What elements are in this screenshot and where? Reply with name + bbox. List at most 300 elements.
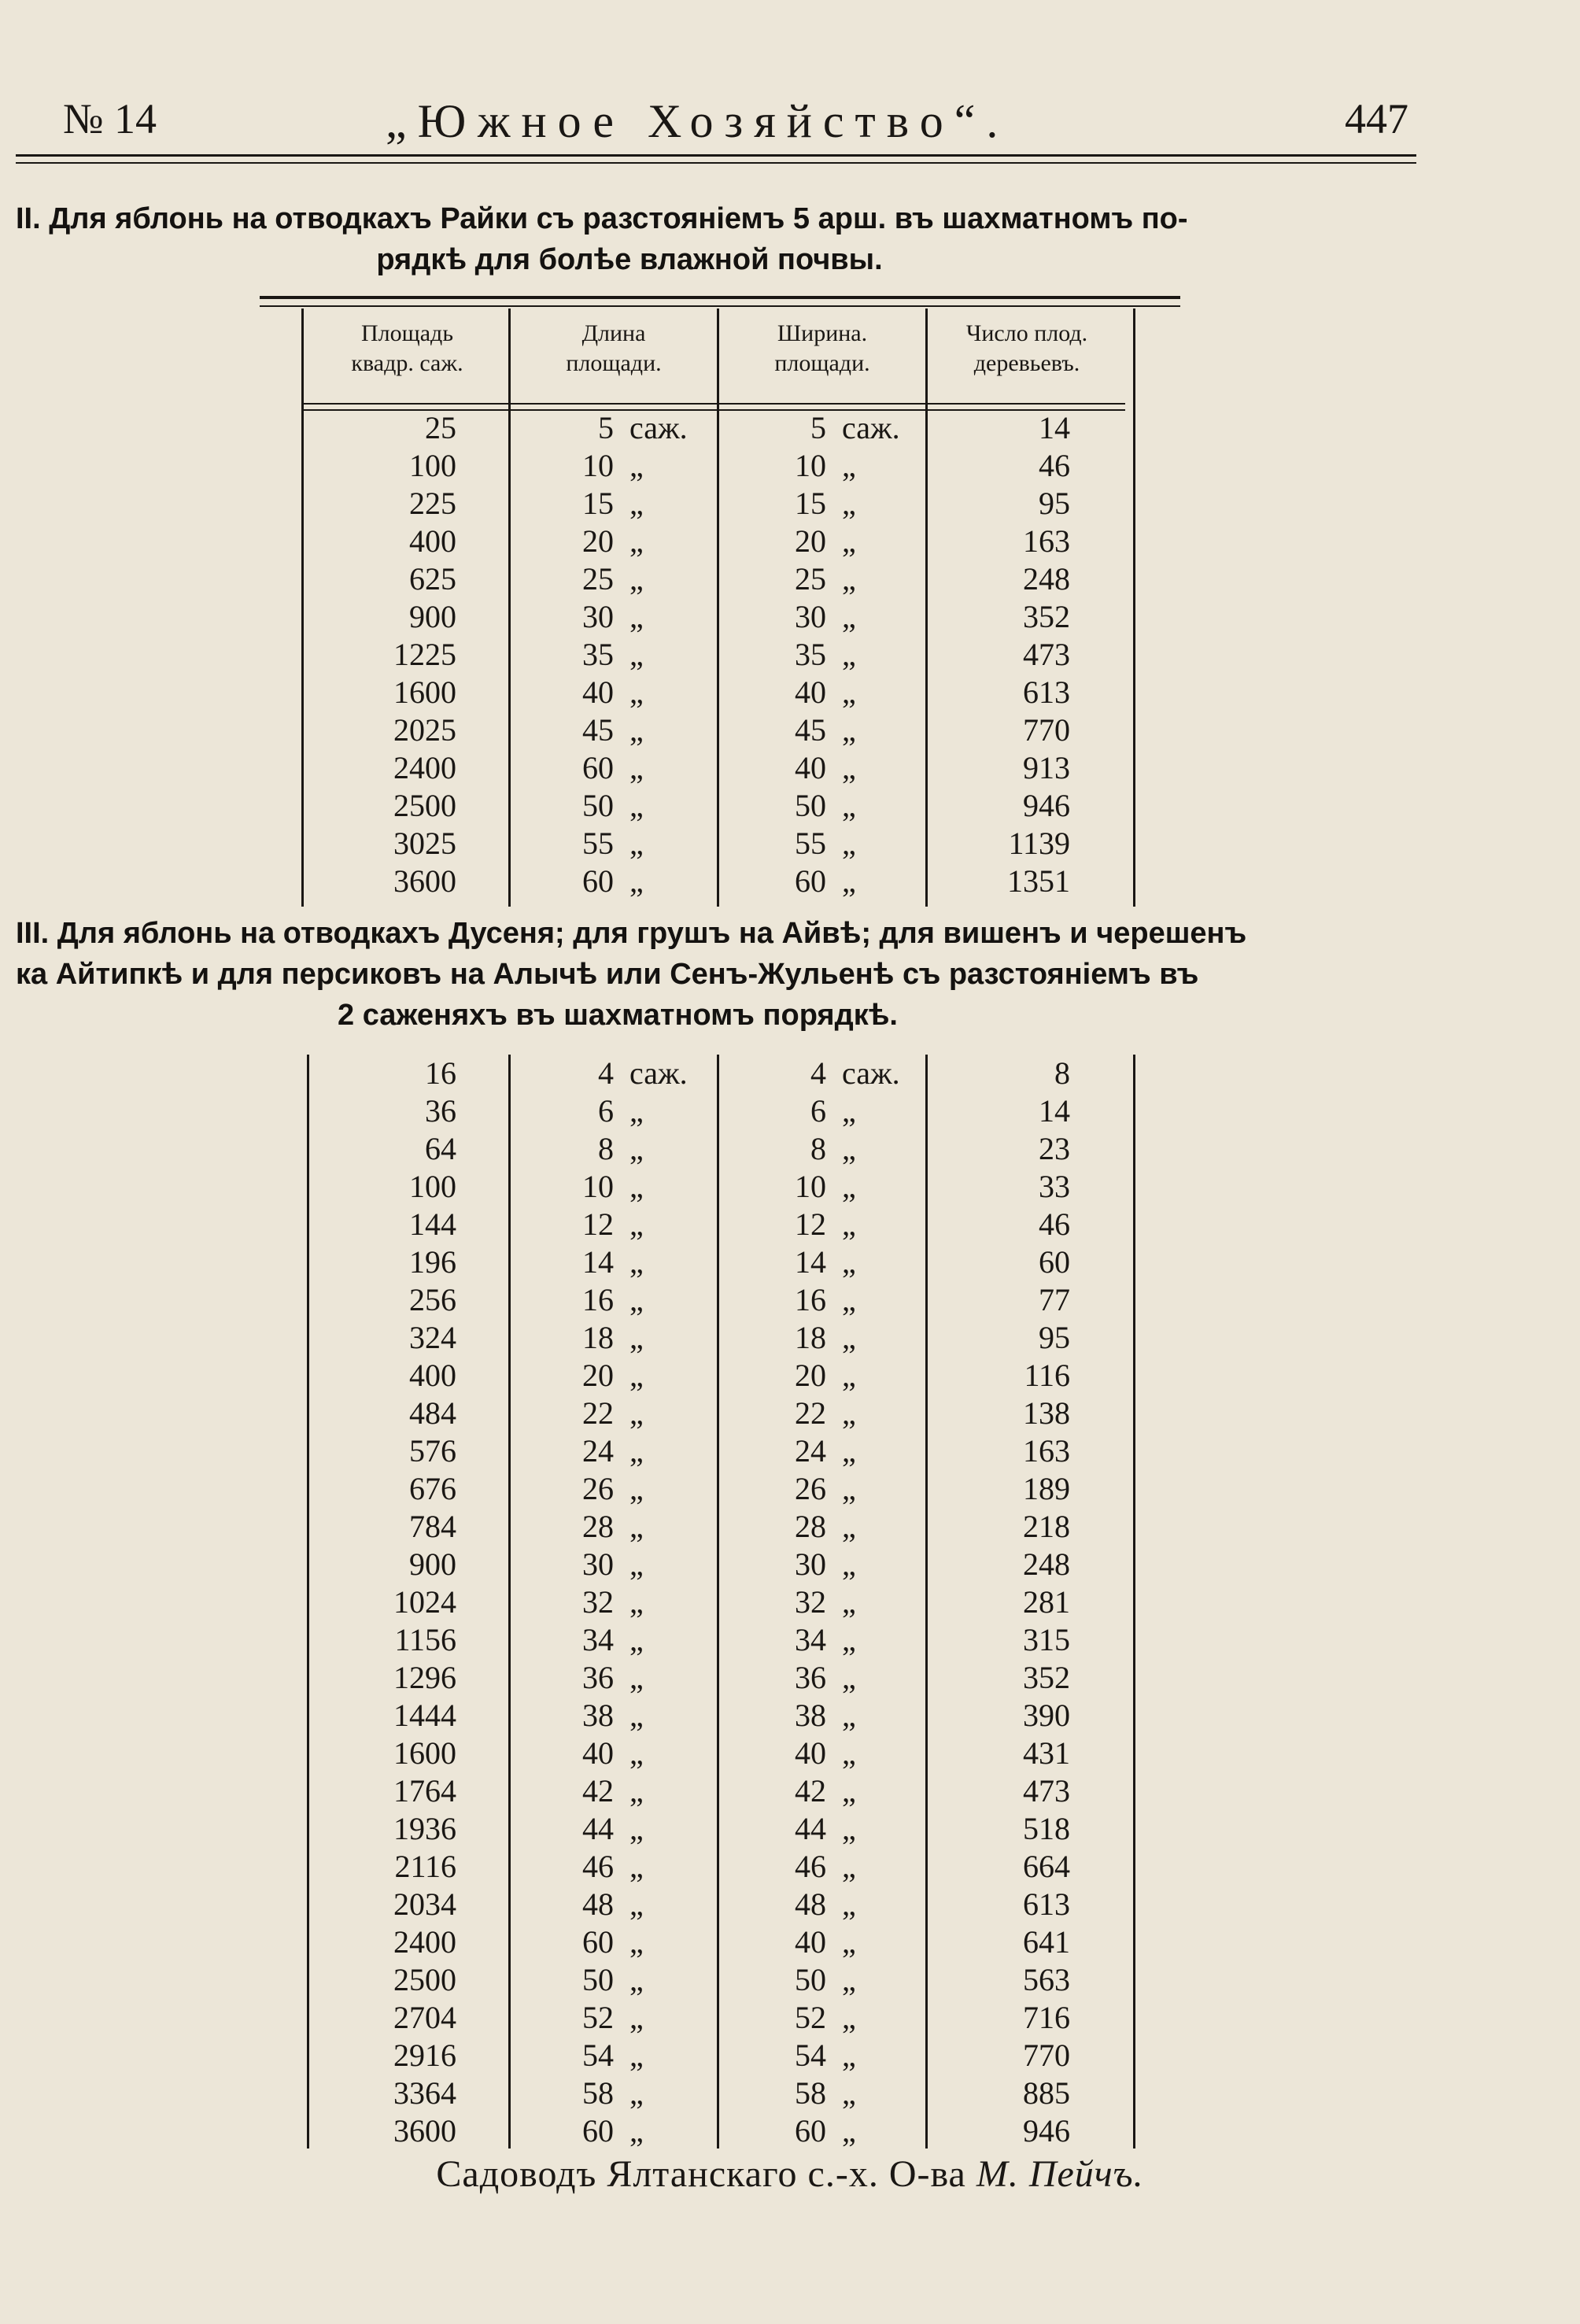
cell-length: 60 (582, 1924, 614, 1960)
cell-length-unit: „ (629, 2038, 644, 2073)
cell-width: 50 (795, 788, 826, 823)
section-2-line-1: II. Для яблонь на отводкахъ Райки съ разстояніемъ 5 арш. въ шахматномъ по- (16, 202, 1188, 235)
cell-width: 10 (795, 448, 826, 483)
cell-width-unit: „ (842, 750, 856, 785)
cell-width: 54 (795, 2038, 826, 2073)
cell-length: 18 (582, 1320, 614, 1355)
cell-width: 52 (795, 2000, 826, 2035)
cell-length: 4 (598, 1055, 614, 1091)
cell-area: 100 (409, 1169, 456, 1204)
cell-area: 3025 (393, 826, 456, 861)
cell-area: 3364 (393, 2075, 456, 2111)
table-row (0, 598, 1580, 636)
table-row (0, 1281, 1580, 1319)
table-row (0, 523, 1580, 560)
cell-width: 44 (795, 1811, 826, 1846)
cell-area: 2704 (393, 2000, 456, 2035)
cell-area: 576 (409, 1433, 456, 1469)
cell-width: 40 (795, 750, 826, 785)
author-signature (0, 2152, 1580, 2196)
cell-length: 20 (582, 1358, 614, 1393)
table-row (0, 1810, 1580, 1848)
cell-length-unit: „ (629, 1320, 644, 1355)
cell-length-unit: „ (629, 1622, 644, 1657)
cell-area: 2400 (393, 1924, 456, 1960)
column-header-width: Ширина. площади. (774, 320, 870, 376)
section-3-line-1: III. Для яблонь на отводкахъ Дусеня; для грушъ на Айвѣ; для вишенъ и черешенъ (16, 917, 1247, 950)
cell-trees: 23 (1039, 1131, 1070, 1166)
cell-length: 45 (582, 712, 614, 748)
cell-width: 28 (795, 1509, 826, 1544)
cell-trees: 163 (1023, 1433, 1070, 1469)
issue-number: № 14 (63, 95, 157, 142)
cell-trees: 281 (1023, 1584, 1070, 1620)
cell-trees: 1351 (1007, 863, 1070, 899)
cell-length-unit: „ (629, 826, 644, 861)
cell-trees: 248 (1023, 1546, 1070, 1582)
cell-trees: 46 (1039, 1206, 1070, 1242)
cell-trees: 46 (1039, 448, 1070, 483)
cell-trees: 352 (1023, 599, 1070, 634)
cell-area: 400 (409, 523, 456, 559)
header-bottom-rule (303, 403, 1125, 405)
cell-width-unit: „ (842, 1924, 856, 1960)
cell-length-unit: саж. (629, 410, 688, 445)
cell-length-unit: „ (629, 1811, 644, 1846)
cell-length-unit: „ (629, 2000, 644, 2035)
cell-width-unit: „ (842, 1169, 856, 1204)
cell-length-unit: саж. (629, 1055, 688, 1091)
cell-width: 45 (795, 712, 826, 748)
cell-width-unit: „ (842, 1811, 856, 1846)
cell-length: 14 (582, 1244, 614, 1280)
cell-trees: 473 (1023, 637, 1070, 672)
cell-width: 24 (795, 1433, 826, 1469)
cell-width: 4 (810, 1055, 826, 1091)
cell-trees: 770 (1023, 712, 1070, 748)
cell-trees: 77 (1039, 1282, 1070, 1317)
cell-length: 5 (598, 410, 614, 445)
cell-width: 32 (795, 1584, 826, 1620)
header-rule (16, 154, 1416, 157)
cell-trees: 163 (1023, 523, 1070, 559)
table-row (0, 1886, 1580, 1923)
cell-area: 400 (409, 1358, 456, 1393)
cell-trees: 138 (1023, 1395, 1070, 1431)
cell-area: 1156 (394, 1622, 456, 1657)
cell-width: 18 (795, 1320, 826, 1355)
footer-signer: М. Пейчъ. (976, 2153, 1144, 2195)
cell-width: 30 (795, 599, 826, 634)
cell-length-unit: „ (629, 599, 644, 634)
cell-length-unit: „ (629, 1471, 644, 1506)
cell-width: 25 (795, 561, 826, 597)
cell-trees: 248 (1023, 561, 1070, 597)
cell-trees: 14 (1039, 410, 1070, 445)
cell-trees: 641 (1023, 1924, 1070, 1960)
section-3-line-3: 2 саженяхъ въ шахматномъ порядкѣ. (338, 999, 898, 1032)
cell-width: 38 (795, 1698, 826, 1733)
table-row (0, 2037, 1580, 2075)
cell-width: 6 (810, 1093, 826, 1129)
cell-length: 10 (582, 448, 614, 483)
cell-length: 44 (582, 1811, 614, 1846)
cell-length-unit: „ (629, 1924, 644, 1960)
cell-trees: 95 (1039, 1320, 1070, 1355)
cell-trees: 913 (1023, 750, 1070, 785)
table-row (0, 636, 1580, 674)
cell-width-unit: саж. (842, 410, 900, 445)
cell-area: 3600 (393, 863, 456, 899)
cell-area: 625 (409, 561, 456, 597)
cell-width-unit: „ (842, 674, 856, 710)
cell-length: 58 (582, 2075, 614, 2111)
cell-length-unit: „ (629, 486, 644, 521)
cell-width: 40 (795, 1735, 826, 1771)
cell-trees: 613 (1023, 674, 1070, 710)
cell-width: 40 (795, 1924, 826, 1960)
column-header-length: Длина площади. (566, 320, 662, 376)
cell-length-unit: „ (629, 1282, 644, 1317)
cell-width-unit: „ (842, 448, 856, 483)
cell-width: 60 (795, 2113, 826, 2148)
cell-width: 34 (795, 1622, 826, 1657)
cell-length: 52 (582, 2000, 614, 2035)
cell-width: 26 (795, 1471, 826, 1506)
cell-width-unit: „ (842, 1131, 856, 1166)
table-row (0, 1583, 1580, 1621)
cell-length: 42 (582, 1773, 614, 1809)
cell-width: 60 (795, 863, 826, 899)
cell-length: 50 (582, 788, 614, 823)
cell-area: 2025 (393, 712, 456, 748)
cell-width: 36 (795, 1660, 826, 1695)
cell-length: 35 (582, 637, 614, 672)
cell-width: 14 (795, 1244, 826, 1280)
cell-width-unit: „ (842, 1849, 856, 1884)
table-row (0, 1923, 1580, 1961)
cell-width-unit: „ (842, 599, 856, 634)
cell-trees: 218 (1023, 1509, 1070, 1544)
cell-trees: 95 (1039, 486, 1070, 521)
cell-length-unit: „ (629, 1698, 644, 1733)
cell-area: 1936 (393, 1811, 456, 1846)
table-row (0, 1697, 1580, 1735)
cell-width-unit: „ (842, 712, 856, 748)
cell-length-unit: „ (629, 1131, 644, 1166)
cell-trees: 664 (1023, 1849, 1070, 1884)
cell-width-unit: „ (842, 2038, 856, 2073)
table-row (0, 1735, 1580, 1772)
cell-length: 32 (582, 1584, 614, 1620)
cell-trees: 563 (1023, 1962, 1070, 1997)
table-row (0, 1319, 1580, 1357)
cell-trees: 33 (1039, 1169, 1070, 1204)
cell-length-unit: „ (629, 1546, 644, 1582)
column-header-trees: Число плод. деревьевъ. (965, 320, 1088, 376)
cell-length: 22 (582, 1395, 614, 1431)
cell-width-unit: „ (842, 1282, 856, 1317)
table-row (0, 1092, 1580, 1130)
table-row (0, 1206, 1580, 1243)
table-row (0, 1772, 1580, 1810)
page-number: 447 (1345, 95, 1408, 142)
cell-trees: 1139 (1008, 826, 1070, 861)
cell-trees: 946 (1023, 788, 1070, 823)
cell-length-unit: „ (629, 1433, 644, 1469)
table-row (0, 749, 1580, 787)
cell-width: 35 (795, 637, 826, 672)
cell-length: 55 (582, 826, 614, 861)
cell-length-unit: „ (629, 448, 644, 483)
cell-length-unit: „ (629, 2075, 644, 2111)
cell-length-unit: „ (629, 1962, 644, 1997)
cell-width-unit: „ (842, 863, 856, 899)
cell-width: 50 (795, 1962, 826, 1997)
cell-width-unit: „ (842, 1735, 856, 1771)
cell-area: 2400 (393, 750, 456, 785)
cell-length: 38 (582, 1698, 614, 1733)
cell-area: 2916 (393, 2038, 456, 2073)
table-row (0, 1130, 1580, 1168)
table-row (0, 674, 1580, 711)
header-rule-thin (16, 162, 1416, 164)
cell-width-unit: „ (842, 637, 856, 672)
cell-width-unit: „ (842, 788, 856, 823)
section-3-heading (16, 913, 1416, 1036)
cell-width-unit: „ (842, 2075, 856, 2111)
cell-width-unit: „ (842, 1358, 856, 1393)
cell-width: 46 (795, 1849, 826, 1884)
cell-trees: 315 (1023, 1622, 1070, 1657)
cell-trees: 518 (1023, 1811, 1070, 1846)
footer-text: Садоводъ Ялтанскаго с.-х. О-ва (436, 2153, 966, 2195)
cell-length: 34 (582, 1622, 614, 1657)
cell-width: 10 (795, 1169, 826, 1204)
cell-length-unit: „ (629, 1509, 644, 1544)
cell-length-unit: „ (629, 561, 644, 597)
section-2-heading (16, 198, 1416, 280)
cell-area: 676 (409, 1471, 456, 1506)
cell-width: 48 (795, 1886, 826, 1922)
table-row (0, 447, 1580, 485)
cell-width-unit: „ (842, 1433, 856, 1469)
table-row (0, 1961, 1580, 1999)
cell-length-unit: „ (629, 1358, 644, 1393)
cell-width-unit: „ (842, 1320, 856, 1355)
cell-area: 484 (409, 1395, 456, 1431)
cell-length-unit: „ (629, 1735, 644, 1771)
table-row (0, 1848, 1580, 1886)
cell-trees: 60 (1039, 1244, 1070, 1280)
cell-length: 60 (582, 750, 614, 785)
cell-width: 15 (795, 486, 826, 521)
cell-width: 20 (795, 1358, 826, 1393)
cell-area: 25 (425, 410, 456, 445)
cell-length: 48 (582, 1886, 614, 1922)
cell-length-unit: „ (629, 1660, 644, 1695)
cell-length-unit: „ (629, 674, 644, 710)
cell-width-unit: „ (842, 1471, 856, 1506)
cell-length: 30 (582, 599, 614, 634)
cell-width-unit: саж. (842, 1055, 900, 1091)
cell-area: 900 (409, 599, 456, 634)
cell-area: 1296 (393, 1660, 456, 1695)
cell-width-unit: „ (842, 523, 856, 559)
cell-area: 36 (425, 1093, 456, 1129)
cell-area: 144 (409, 1206, 456, 1242)
cell-width: 42 (795, 1773, 826, 1809)
cell-area: 900 (409, 1546, 456, 1582)
cell-length-unit: „ (629, 788, 644, 823)
cell-width: 5 (810, 410, 826, 445)
cell-area: 196 (409, 1244, 456, 1280)
cell-length-unit: „ (629, 2113, 644, 2148)
cell-trees: 390 (1023, 1698, 1070, 1733)
cell-width: 8 (810, 1131, 826, 1166)
cell-width-unit: „ (842, 486, 856, 521)
cell-width-unit: „ (842, 2000, 856, 2035)
cell-length-unit: „ (629, 1093, 644, 1129)
table-row (0, 1432, 1580, 1470)
section-2-line-2: рядкѣ для болѣе влажной почвы. (376, 243, 883, 276)
cell-length: 15 (582, 486, 614, 521)
cell-length-unit: „ (629, 1886, 644, 1922)
table-row (0, 1395, 1580, 1432)
cell-length: 6 (598, 1093, 614, 1129)
cell-length-unit: „ (629, 637, 644, 672)
table-row (0, 787, 1580, 825)
cell-length-unit: „ (629, 1584, 644, 1620)
cell-width: 22 (795, 1395, 826, 1431)
cell-area: 2034 (393, 1886, 456, 1922)
cell-trees: 189 (1023, 1471, 1070, 1506)
cell-length: 20 (582, 523, 614, 559)
table-row (0, 1508, 1580, 1546)
table-row (0, 825, 1580, 863)
cell-length-unit: „ (629, 712, 644, 748)
cell-area: 16 (425, 1055, 456, 1091)
cell-width-unit: „ (842, 561, 856, 597)
cell-area: 1600 (393, 674, 456, 710)
cell-width-unit: „ (842, 1395, 856, 1431)
cell-width-unit: „ (842, 1509, 856, 1544)
cell-length: 40 (582, 1735, 614, 1771)
cell-length: 30 (582, 1546, 614, 1582)
table-top-rule (260, 296, 1180, 299)
cell-width: 30 (795, 1546, 826, 1582)
cell-length-unit: „ (629, 750, 644, 785)
table-row (0, 2075, 1580, 2112)
cell-width: 16 (795, 1282, 826, 1317)
cell-length-unit: „ (629, 1849, 644, 1884)
cell-area: 256 (409, 1282, 456, 1317)
cell-width-unit: „ (842, 1886, 856, 1922)
table-row (0, 1470, 1580, 1508)
cell-length: 50 (582, 1962, 614, 1997)
table-top-rule-thin (260, 305, 1180, 307)
cell-width: 58 (795, 2075, 826, 2111)
cell-length: 24 (582, 1433, 614, 1469)
cell-area: 1764 (393, 1773, 456, 1809)
table-row (0, 1999, 1580, 2037)
table-row (0, 1659, 1580, 1697)
cell-area: 324 (409, 1320, 456, 1355)
cell-length-unit: „ (629, 1395, 644, 1431)
table-row (0, 1243, 1580, 1281)
table-row (0, 409, 1580, 447)
cell-area: 1225 (393, 637, 456, 672)
cell-length: 25 (582, 561, 614, 597)
column-header-area: Площадь квадр. саж. (351, 320, 463, 376)
cell-width-unit: „ (842, 1622, 856, 1657)
cell-length: 40 (582, 674, 614, 710)
cell-width-unit: „ (842, 1546, 856, 1582)
cell-width-unit: „ (842, 1206, 856, 1242)
table-row (0, 863, 1580, 900)
cell-width: 20 (795, 523, 826, 559)
cell-length: 28 (582, 1509, 614, 1544)
cell-length: 16 (582, 1282, 614, 1317)
cell-trees: 613 (1023, 1886, 1070, 1922)
cell-length: 54 (582, 2038, 614, 2073)
cell-width-unit: „ (842, 1093, 856, 1129)
cell-area: 100 (409, 448, 456, 483)
section-3-line-2: ка Айтипкѣ и для персиковъ на Алычѣ или Сенъ-Жульенѣ съ разстояніемъ въ (16, 958, 1199, 991)
cell-area: 3600 (393, 2113, 456, 2148)
cell-trees: 116 (1024, 1358, 1070, 1393)
cell-trees: 431 (1023, 1735, 1070, 1771)
table-row (0, 1546, 1580, 1583)
cell-area: 2116 (394, 1849, 456, 1884)
table-row (0, 1055, 1580, 1092)
cell-width-unit: „ (842, 1698, 856, 1733)
cell-length-unit: „ (629, 1244, 644, 1280)
cell-width: 12 (795, 1206, 826, 1242)
cell-area: 784 (409, 1509, 456, 1544)
cell-length: 8 (598, 1131, 614, 1166)
cell-length: 10 (582, 1169, 614, 1204)
cell-length: 60 (582, 2113, 614, 2148)
cell-width-unit: „ (842, 1660, 856, 1695)
cell-length: 46 (582, 1849, 614, 1884)
cell-width-unit: „ (842, 826, 856, 861)
cell-area: 1600 (393, 1735, 456, 1771)
cell-trees: 770 (1023, 2038, 1070, 2073)
journal-title: „Южное Хозяйство“. (386, 95, 1010, 147)
cell-width-unit: „ (842, 1244, 856, 1280)
table-row (0, 2112, 1580, 2150)
cell-length: 12 (582, 1206, 614, 1242)
table-row (0, 1357, 1580, 1395)
cell-width: 55 (795, 826, 826, 861)
cell-width-unit: „ (842, 1773, 856, 1809)
cell-width-unit: „ (842, 1584, 856, 1620)
cell-length-unit: „ (629, 863, 644, 899)
table-row (0, 711, 1580, 749)
cell-area: 1024 (393, 1584, 456, 1620)
cell-area: 2500 (393, 1962, 456, 1997)
cell-length: 26 (582, 1471, 614, 1506)
cell-width-unit: „ (842, 1962, 856, 1997)
cell-length: 60 (582, 863, 614, 899)
cell-width: 40 (795, 674, 826, 710)
cell-length-unit: „ (629, 1206, 644, 1242)
cell-trees: 8 (1054, 1055, 1070, 1091)
cell-length: 36 (582, 1660, 614, 1695)
cell-length-unit: „ (629, 1169, 644, 1204)
cell-area: 2500 (393, 788, 456, 823)
